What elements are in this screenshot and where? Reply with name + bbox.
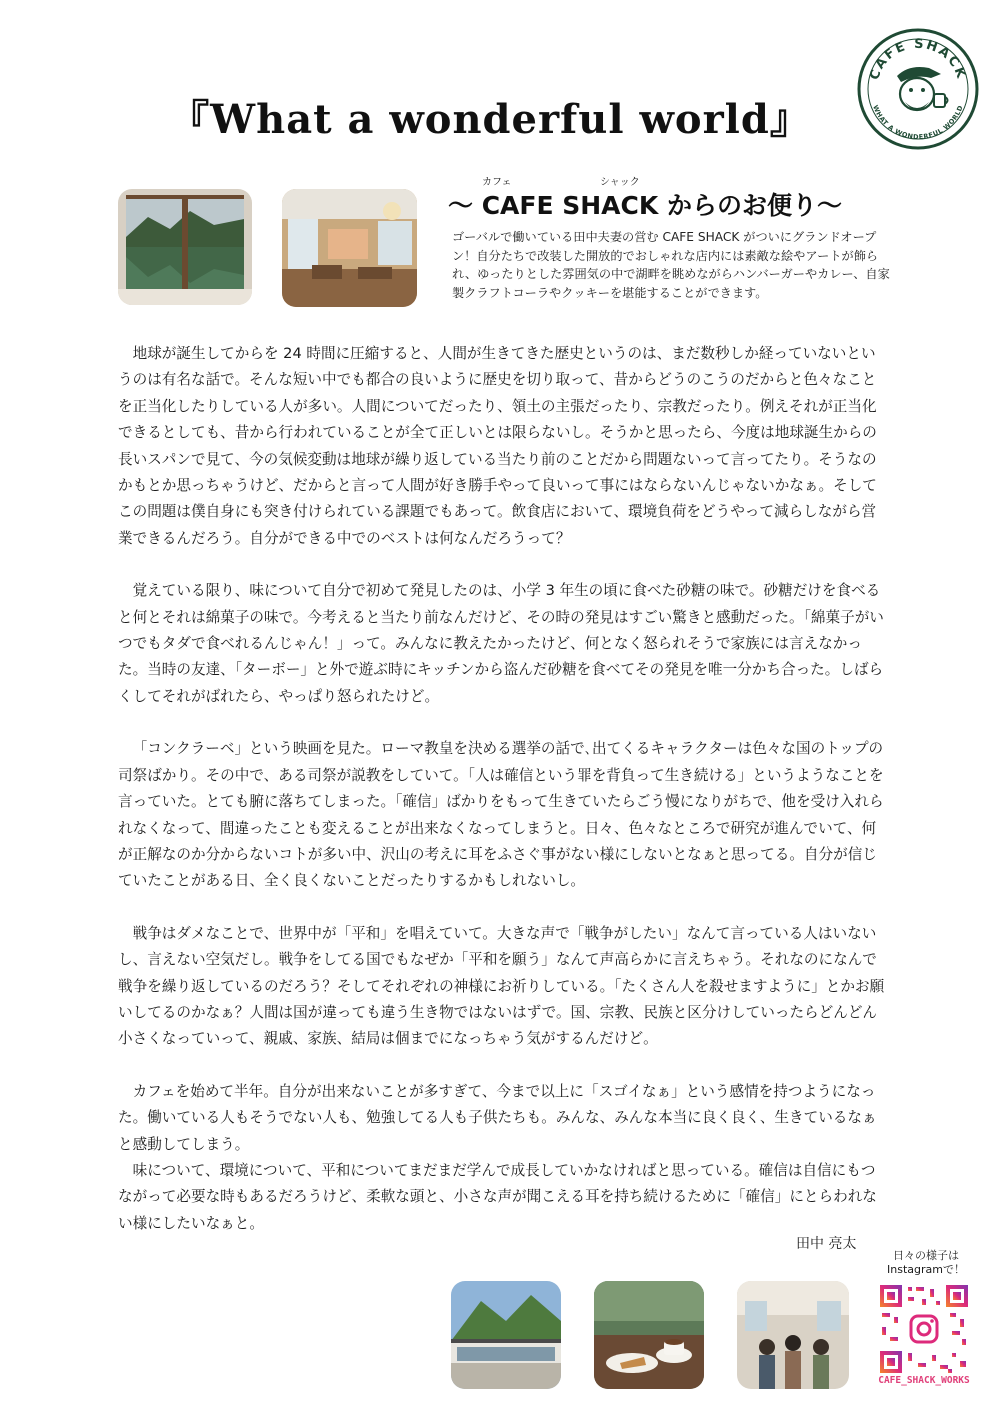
ruby-shack: シャック [600, 177, 640, 188]
subtitle: ～ CAFE SHACK からのお便り～ [448, 191, 842, 220]
author-name: 田中 亮太 [796, 1236, 857, 1252]
ruby-cafe: カフェ [482, 177, 512, 188]
cafe-interior-photo [282, 189, 417, 307]
cafe-shack-logo [857, 28, 979, 150]
lake-window-photo [118, 189, 252, 305]
cake-coffee-photo [594, 1281, 704, 1389]
page-title: 『What a wonderful world』 [169, 96, 811, 143]
svg-text:CAFE SHACK: CAFE SHACK [867, 36, 969, 82]
paragraph-war: 戦争はダメなことで、世界中が「平和」を唱えていて。大きな声で「戦争がしたい」なんて言っている人はいないし、言えない空気だし。戦争をしてる国でもなぜか「平和を願う」なんて声高らかに言えちゃう。それなのになんで戦争を繰り返しているのだろう？そしてそれぞれの神様にお祈りしている。「たくさん人を殺せますように」とかお願いしてるのかなぁ？人間は国が違っても違う生き物ではないはずで。国、宗教、民族と区分けしていったらどんどん小さくなっていって、親戚、家族、結局は個までになっちゃう気がするんだけど。 [118, 924, 885, 1048]
paragraph-closing: 味について、環境について、平和についてまだまだ学んで成長していかなければと思っている。確信は自信にもつながって必要な時もあるだろうけど、柔軟な頭と、小さな声が聞こえる耳を持ち続けるために「確信」にとらわれない様にしたいなぁと。 [118, 1161, 877, 1232]
cafe-crowd-photo [737, 1281, 849, 1389]
article-body [118, 341, 886, 1237]
intro-text: ゴーバルで働いている田中夫妻の営む CAFE SHACK がついにグランドオープン！自分たちで改装した開放的でおしゃれな店内には素敵な絵やアートが飾られ、ゆったりとした雰囲気の中で湖畔を眺めながらハンバーガーやカレー、自家製クラフトコーラやクッキーを堪能することができます。 [452, 230, 890, 300]
instagram-caption: 日々の様子は Instagramで！ [887, 1249, 965, 1276]
paragraph-sugar: 覚えている限り、味について自分で初めて発見したのは、小学 3 年生の頃に食べた砂糖の味で。砂糖だけを食べると何とそれは綿菓子の味で。今考えると当たり前なんだけど、その時の発見はすごい驚きと感動だった。「綿菓子がいつでもタダで食べれるんじゃん！」って。みんなに教えたかったけど、何となく怒られそうで家族には言えなかった。当時の友達、「ターボー」と外で遊ぶ時にキッチンから盗んだ砂糖を食べてその発見を唯一分かち合った。しばらくしてそれがばれたら、やっぱり怒られたけど。 [118, 582, 884, 705]
svg-text:WHAT A WONDERFUL WORLD: WHAT A WONDERFUL WORLD [871, 103, 965, 142]
instagram-handle[interactable]: CAFE_SHACK_WORKS [878, 1375, 970, 1386]
paragraph-conclave: 「コンクラーベ」という映画を見た。ローマ教皇を決める選挙の話で､出てくるキャラクターは色々な国のトップの司祭ばかり。その中で、ある司祭が説教をしていて。「人は確信という罪を背負って生き続ける」というようなことを言っていた。とても腑に落ちてしまった。「確信」ばかりをもって生きていたらごう慢になりがちで、他を受け入れられなくなって、間違ったことも変えることが出来なくなってしまうと。日々、色々なところで研究が進んでいて、何が正解なのか分からないコトが多い中、沢山の考えに耳をふさぐ事がない様にしないとなぁと思ってる。自分が信じていたことがある日、全く良くないことだったりするかもしれないし。 [118, 740, 884, 890]
paragraph-cafe-half-year: カフェを始めて半年。自分が出来ないことが多すぎて、今まで以上に「スゴイなぁ」という感情を持つようになった。働いている人もそうでない人も、勉強してる人も子供たちも。みんな、みんな本当に良く良く、生きているなぁと感動してしまう。 [118, 1082, 877, 1153]
paragraph-earth-history: 地球が誕生してからを 24 時間に圧縮すると、人間が生きてきた歴史というのは、まだ数秒しか経っていないというのは有名な話で。そんな短い中でも都合の良いように歴史を切り取って、昔からどうのこうのだからと色々なことを正当化したりしている人が多い。人間についてだったり、領土の主張だったり、宗教だったり。例えそれが正当化できるとしても、昔から行われていることが全て正しいとは限らないし。そうかと思ったら、今度は地球誕生からの長いスパンで見て、今の気候変動は地球が繰り返している当たり前のことだから問題ないって言ってたり。そうなのかもとか思っちゃうけど、だからと言って人間が好き勝手やって良いって事にはならないんじゃないかなぁ。そしてこの問題は僕自身にも突き付けられている課題でもあって。飲食店において、環境負荷をどうやって減らしながら営業できるんだろう。自分ができる中でのベストは何なんだろうって？ [118, 345, 877, 547]
instagram-qr-code[interactable] [878, 1283, 970, 1375]
cafe-exterior-photo [451, 1281, 561, 1389]
